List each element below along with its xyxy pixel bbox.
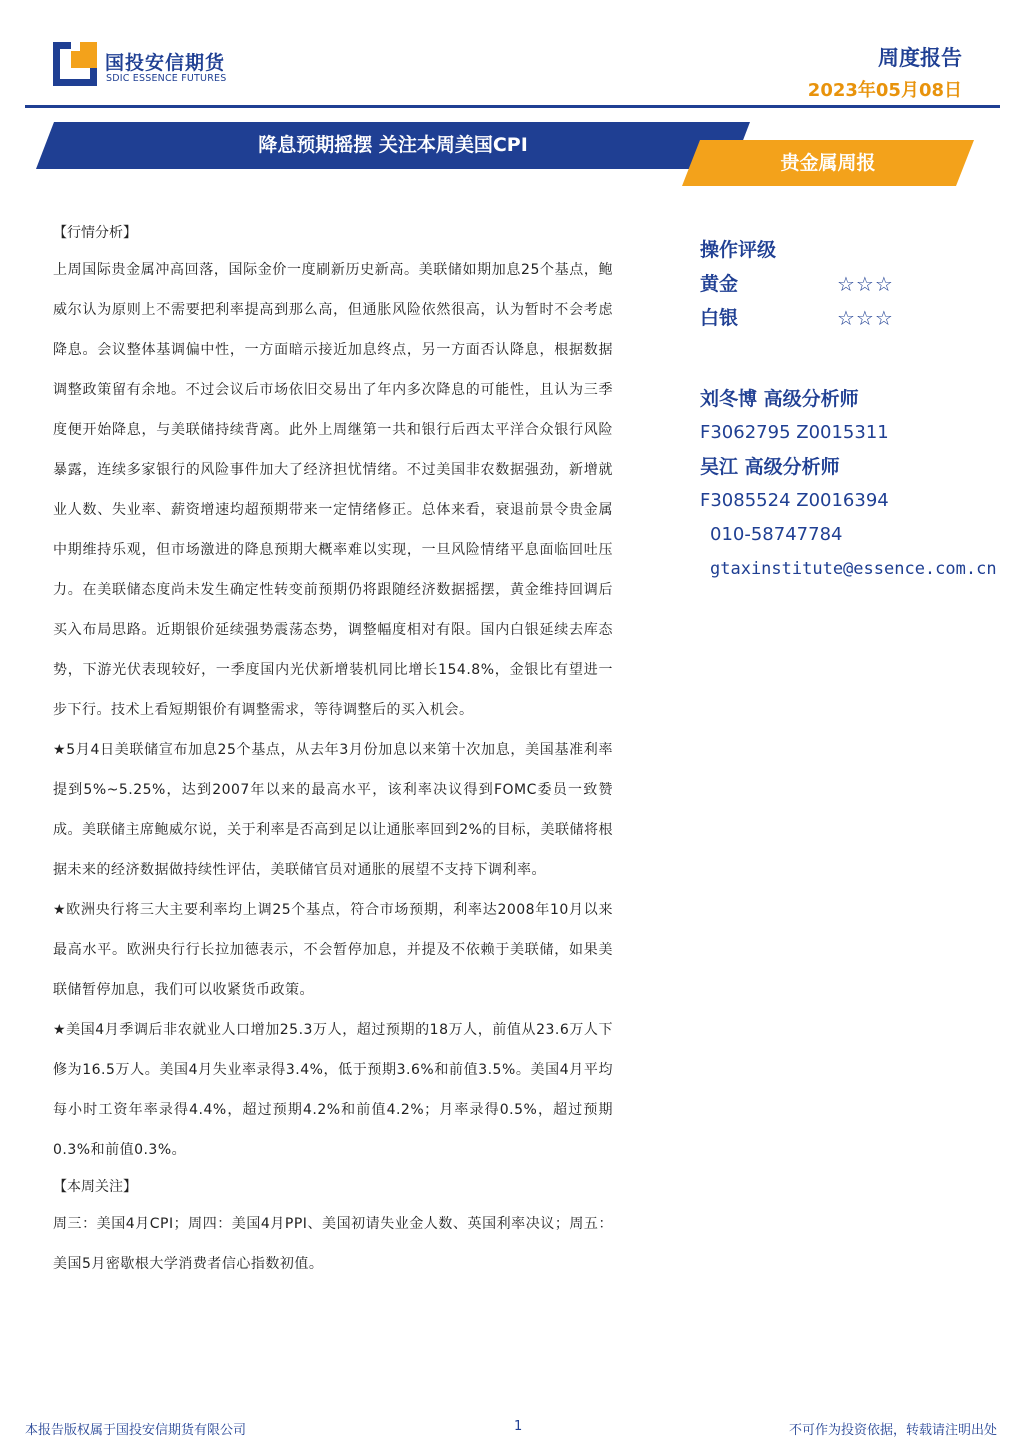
rating-name: 白银 (700, 307, 739, 329)
rating-title: 操作评级 (700, 239, 777, 261)
rating-panel (700, 233, 1025, 335)
star-rating-icon: ☆☆☆ (837, 272, 894, 296)
footer-disclaimer: 不可作为投资依据，转载请注明出处 (788, 1423, 997, 1438)
paragraph-market-analysis: 上周国际贵金属冲高回落，国际金价一度刷新历史新高。美联储如期加息25个基点，鲍威尔认为原则上不需要把利率提高到那么高，但通胀风险依然很高，认为暂时不会考虑降息。会议整体基调偏中性，一方面暗示接近加息终点，另一方面否认降息，根据数据调整政策留有余地。不过会议后市场依旧交易出了年内多次降息的可能性，且认为三季度便开始降息，与美联储持续背离。此外上周继第一共和银行后西太平洋合众银行风险暴露，连续多家银行的风险事件加大了经济担忧情绪。不过美国非农数据强劲，新增就业人数、失业率、薪资增速均超预期带来一定情绪修正。总体来看，衰退前景令贵金属中期维持乐观，但市场激进的降息预期大概率难以实现，一旦风险情绪平息面临回吐压力。在美联储态度尚未发生确定性转变前预期仍将跟随经济数据摇摆，黄金维持回调后买入布局思路。近期银价延续强势震荡态势，调整幅度相对有限。国内白银延续去库态势，下游光伏表现较好，一季度国内光伏新增装机同比增长154.8%，金银比有望进一步下行。技术上看短期银价有调整需求，等待调整后的买入机会。 (53, 262, 613, 718)
report-type: 周度报告 (878, 46, 962, 70)
analyst-license: F3062795 Z0015311 (700, 422, 889, 443)
section-title-market-analysis: 【行情分析】 (53, 225, 137, 241)
company-name-cn: 国投安信期货 (105, 52, 226, 74)
paragraph-nonfarm: ★美国4月季调后非农就业人口增加25.3万人，超过预期的18万人，前值从23.6万人下修为16.5万人。美国4月失业率录得3.4%，低于预期3.6%和前值3.5%。美国4月平均每小时工资年率录得4.4%，超过预期4.2%和前值4.2%；月率录得0.5%，超过预期0.3%和前值0.3%。 (53, 1022, 613, 1158)
footer-copyright: 本报告版权属于国投安信期货有限公司 (25, 1423, 247, 1438)
section-title-weekly-focus: 【本周关注】 (53, 1179, 137, 1195)
paragraph-fed-rate: ★5月4日美联储宣布加息25个基点，从去年3月份加息以来第十次加息，美国基准利率提到5%~5.25%，达到2007年以来的最高水平，该利率决议得到FOMC委员一致赞成。美联储主席鲍威尔说，关于利率是否高到足以让通胀率回到2%的目标，美联储将根据未来的经济数据做持续性评估，美联储官员对通胀的展望不支持下调利率。 (53, 742, 613, 878)
header-divider (25, 105, 1000, 108)
company-name-en: SDIC ESSENCE FUTURES (106, 73, 227, 84)
analyst-name: 刘冬博 高级分析师 (700, 388, 859, 410)
page-number: 1 (514, 1419, 523, 1434)
star-rating-icon: ☆☆☆ (837, 306, 894, 330)
rating-name: 黄金 (700, 273, 739, 295)
rating-row-gold (700, 267, 1025, 301)
paragraph-ecb-rate: ★欧洲央行将三大主要利率均上调25个基点，符合市场预期，利率达2008年10月以来最高水平。欧洲央行行长拉加德表示，不会暂停加息，并提及不依赖于美联储，如果美联储暂停加息，我们可以收紧货币政策。 (53, 902, 613, 998)
paragraph-weekly-focus: 周三：美国4月CPI；周四：美国4月PPI、美国初请失业金人数、英国利率决议；周五：美国5月密歇根大学消费者信心指数初值。 (53, 1216, 613, 1272)
report-title: 降息预期摇摆 关注本周美国CPI (258, 134, 528, 156)
analyst-name: 吴江 高级分析师 (700, 456, 840, 478)
company-logo-icon (53, 42, 97, 86)
contact-email-link[interactable]: gtaxinstitute@essence.com.cn (710, 559, 997, 579)
contact-phone: 010-58747784 (710, 524, 843, 545)
analyst-panel (700, 382, 1025, 586)
report-date: 2023年05月08日 (807, 80, 962, 101)
rating-row-silver (700, 301, 1025, 335)
main-content (53, 216, 613, 1284)
analyst-license: F3085524 Z0016394 (700, 490, 889, 511)
report-subtitle: 贵金属周报 (780, 152, 876, 174)
